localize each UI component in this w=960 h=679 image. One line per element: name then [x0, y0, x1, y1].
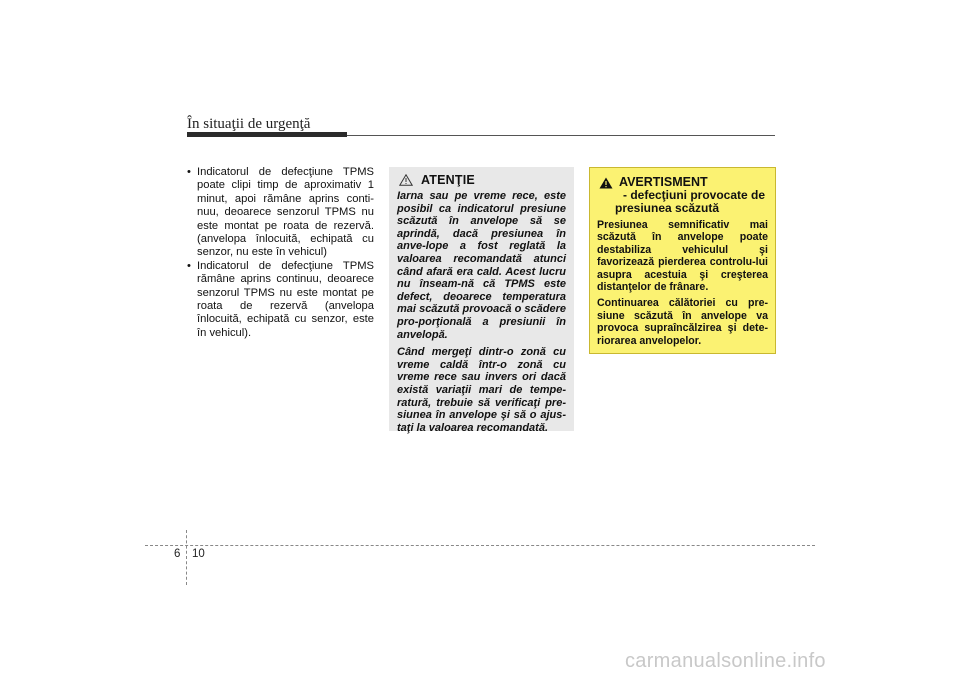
chapter-number: 6: [174, 548, 181, 560]
list-item: • Indicatorul de defecţiune TPMS rămâne aprins continuu, deoarece senzorul TPMS nu este montat pe roata de rezervă (anvelopa înlocuită, echipată cu senzor, este în vehicul).: [187, 260, 374, 340]
caution-paragraph: Iarna sau pe vreme rece, este posibil ca indicatorul presiune scăzută în anvelope să se aprindă, dacă presiunea în anve-lope a fost reglată la valoarea recomandată atunci când afară era cald. Acest lucru nu înseam-nă că TPMS este defect, deoarece temperatura mai scăzută provoacă o scădere pro-porţională a presiunii în anvelopă.: [397, 190, 566, 341]
page-number: 10: [192, 548, 205, 560]
caution-paragraph: Când mergeţi dintr-o zonă cu vreme caldă într-o zonă cu vreme rece sau invers ori dacă există variaţii mari de tempe-ratură, trebuie să verificaţi pre-siunea în anvelope şi să o ajus-taţi la valoarea recomandată.: [397, 346, 566, 434]
warning-triangle-icon: [599, 177, 613, 189]
bullet-list: [187, 166, 374, 340]
caution-header: [399, 173, 566, 187]
warning-paragraph: Presiunea semnificativ mai scăzută în anvelope poate destabiliza vehiculul şi favorizează pierderea controlu-lui asupra acestuia şi creşterea distanţelor de frânare.: [597, 219, 768, 294]
page-header-title: În situaţii de urgenţă: [187, 116, 311, 132]
watermark: carmanualsonline.info: [625, 650, 826, 672]
warning-box: [589, 167, 776, 354]
text-column: [187, 166, 374, 340]
warning-paragraph: Continuarea călătoriei cu pre-siune scăzută în anvelope va provoca supraîncălzirea şi dete-riorarea anvelopelor.: [597, 297, 768, 347]
warning-subtitle-continued: presiunea scăzută: [615, 201, 720, 215]
caution-triangle-icon: [399, 174, 413, 186]
warning-title: AVERTISMENT: [619, 175, 708, 189]
caution-title: ATENŢIE: [421, 173, 475, 187]
footer-divider: [186, 530, 187, 585]
warning-subtitle: - defecţiuni provocate de: [623, 188, 766, 202]
header-rule: [347, 135, 775, 136]
list-item: • Indicatorul de defecţiune TPMS poate clipi timp de aproximativ 1 minut, apoi rămâne aprins conti-nuu, deoarece senzorul TPMS nu este montat pe roata de rezervă. (anvelopa înlocuită, echipată cu senzor, nu este în vehicul): [187, 166, 374, 260]
caution-box: [389, 167, 574, 434]
warning-title-group: [619, 175, 765, 202]
header-bar: [187, 132, 347, 137]
warning-header: [599, 175, 768, 202]
footer-rule: [145, 545, 815, 546]
